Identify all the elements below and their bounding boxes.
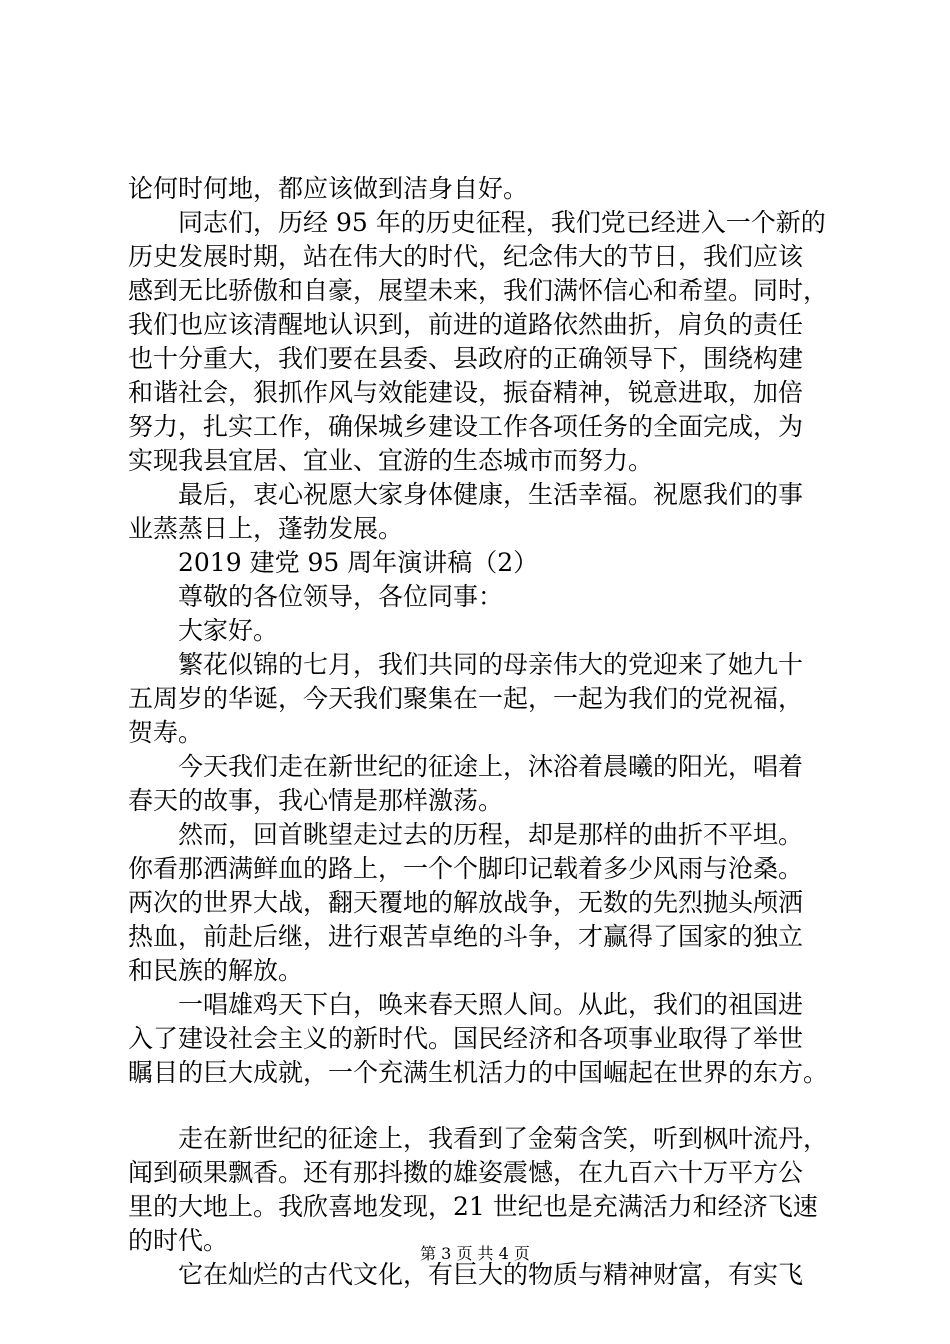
page-footer: 第 3 页 共 4 页 <box>420 1244 530 1263</box>
text-line: 最后，衷心祝愿大家身体健康，生活幸福。祝愿我们的事 <box>178 480 804 509</box>
text-line: 瞩目的巨大成就，一个充满生机活力的中国崛起在世界的东方。 <box>128 1058 829 1087</box>
text-line: 论何时何地，都应该做到洁身自好。 <box>128 174 529 203</box>
text-line: 大家好。 <box>178 616 279 645</box>
text-line: 一唱雄鸡天下白，唤来春天照人间。从此，我们的祖国进 <box>178 990 804 1019</box>
text-line: 和谐社会，狠抓作风与效能建设，振奋精神，锐意进取，加倍 <box>128 378 804 407</box>
text-line: 历史发展时期，站在伟大的时代，纪念伟大的节日，我们应该 <box>128 242 804 271</box>
text-line: 尊敬的各位领导，各位同事： <box>178 582 504 611</box>
text-block-main <box>128 172 853 1090</box>
text-line: 业蒸蒸日上，蓬勃发展。 <box>128 514 404 543</box>
text-line: 春天的故事，我心情是那样激荡。 <box>128 786 504 815</box>
text-line: 同志们，历经 95 年的历史征程，我们党已经进入一个新的 <box>178 208 826 237</box>
text-line: 的时代。 <box>128 1226 229 1255</box>
text-line: 今天我们走在新世纪的征途上，沐浴着晨曦的阳光，唱着 <box>178 752 804 781</box>
text-line: 也十分重大，我们要在县委、县政府的正确领导下，围绕构建 <box>128 344 804 373</box>
text-line: 繁花似锦的七月，我们共同的母亲伟大的党迎来了她九十 <box>178 650 804 679</box>
text-line: 然而，回首眺望走过去的历程，却是那样的曲折不平坦。 <box>178 820 804 849</box>
text-line: 五周岁的华诞，今天我们聚集在一起，一起为我们的党祝福， <box>128 684 804 713</box>
document-body <box>128 172 853 1292</box>
text-line: 和民族的解放。 <box>128 956 304 985</box>
text-line: 走在新世纪的征途上，我看到了金菊含笑，听到枫叶流丹， <box>178 1124 829 1153</box>
text-block-continuation <box>128 1122 853 1292</box>
text-line: 2019 建党 95 周年演讲稿（2） <box>178 548 539 577</box>
text-line: 贺寿。 <box>128 718 204 747</box>
text-line: 感到无比骄傲和自豪，展望未来，我们满怀信心和希望。同时， <box>128 276 829 305</box>
paragraph-gap <box>128 1090 853 1122</box>
text-line: 实现我县宜居、宜业、宜游的生态城市而努力。 <box>128 446 654 475</box>
text-line: 努力，扎实工作，确保城乡建设工作各项任务的全面完成，为 <box>128 412 804 441</box>
text-line: 里的大地上。我欣喜地发现，21 世纪也是充满活力和经济飞速 <box>128 1192 818 1221</box>
text-line: 两次的世界大战，翻天覆地的解放战争，无数的先烈抛头颅洒 <box>128 888 804 917</box>
text-line: 闻到硕果飘香。还有那抖擞的雄姿震憾，在九百六十万平方公 <box>128 1158 804 1187</box>
text-line: 你看那洒满鲜血的路上，一个个脚印记载着多少风雨与沧桑。 <box>128 854 804 883</box>
text-line: 我们也应该清醒地认识到，前进的道路依然曲折，肩负的责任 <box>128 310 804 339</box>
text-line: 热血，前赴后继，进行艰苦卓绝的斗争，才赢得了国家的独立 <box>128 922 804 951</box>
text-line: 它在灿烂的古代文化，有巨大的物质与精神财富，有实飞 <box>178 1260 804 1289</box>
text-line: 入了建设社会主义的新时代。国民经济和各项事业取得了举世 <box>128 1024 804 1053</box>
